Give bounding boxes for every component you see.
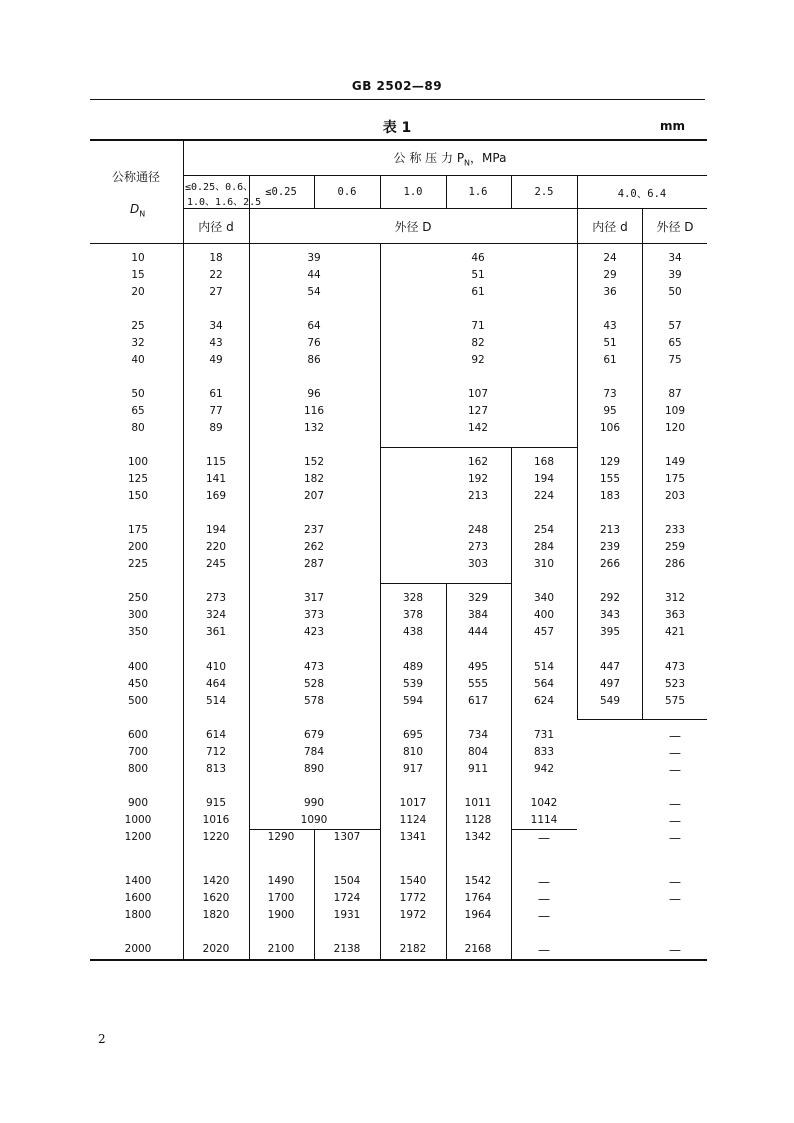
cell-dn: 1000 — [124, 814, 152, 826]
cell-d16: 1342 — [464, 831, 492, 843]
cell-d25: 194 — [533, 473, 555, 485]
cell-dn: 10 — [131, 252, 145, 264]
cell-d06: 1504 — [333, 875, 361, 887]
cell-d2: 106 — [599, 422, 621, 434]
cell-dn: 450 — [127, 678, 149, 690]
cell-d16: 1128 — [464, 814, 492, 826]
cell-d06: 1931 — [333, 909, 361, 921]
cell-d3: 259 — [664, 541, 686, 553]
cell-d: 514 — [205, 695, 227, 707]
cell-d3: 523 — [664, 678, 686, 690]
cell-d16: 804 — [467, 746, 489, 758]
cell-d10: 438 — [402, 626, 424, 638]
cell-d2: 213 — [599, 524, 621, 536]
cell-d2: 29 — [603, 269, 617, 281]
cell-d1: 317 — [303, 592, 325, 604]
cell-d2: 51 — [603, 337, 617, 349]
cell-d1: 152 — [303, 456, 325, 468]
header-pressure-40-64: 4.0、6.4 — [617, 188, 667, 200]
cell-d25: 310 — [533, 558, 555, 570]
cell-d16: 617 — [467, 695, 489, 707]
cell-d2: 248 — [467, 524, 489, 536]
cell-d2: 73 — [603, 388, 617, 400]
cell-d25: 224 — [533, 490, 555, 502]
cell-d: 464 — [205, 678, 227, 690]
cell-d: 245 — [205, 558, 227, 570]
cell-dn: 250 — [127, 592, 149, 604]
cell-d3: 75 — [668, 354, 682, 366]
cell-d: 361 — [205, 626, 227, 638]
cell-d10: 489 — [402, 661, 424, 673]
cell-dn: 125 — [127, 473, 149, 485]
header-pressure-25: 2.5 — [534, 186, 554, 198]
cell-d2: 129 — [599, 456, 621, 468]
cell-d3: — — [669, 746, 681, 760]
cell-d25: 624 — [533, 695, 555, 707]
cell-d10: 695 — [402, 729, 424, 741]
cell-d2: 239 — [599, 541, 621, 553]
cell-dn: 1600 — [124, 892, 152, 904]
cell-d2: 497 — [599, 678, 621, 690]
header-rule — [90, 99, 705, 100]
cell-dn: 2000 — [124, 943, 152, 955]
cell-d25: — — [538, 831, 550, 845]
cell-d3: 575 — [664, 695, 686, 707]
cell-d1: 132 — [303, 422, 325, 434]
cell-d1: 423 — [303, 626, 325, 638]
cell-d16: 329 — [467, 592, 489, 604]
cell-d3: 65 — [668, 337, 682, 349]
cell-d2: 192 — [467, 473, 489, 485]
cell-d: 2020 — [202, 943, 230, 955]
cell-d3: 120 — [664, 422, 686, 434]
standard-number: GB 2502—89 — [351, 79, 443, 93]
cell-d3: 363 — [664, 609, 686, 621]
nominal-diameter-symbol: $D_N$ — [130, 202, 146, 219]
cell-d2: 292 — [599, 592, 621, 604]
cell-dn: 1200 — [124, 831, 152, 843]
cell-dn: 25 — [131, 320, 145, 332]
cell-d10: 1124 — [399, 814, 427, 826]
cell-d: 89 — [209, 422, 223, 434]
cell-d25: — — [538, 892, 550, 906]
cell-d2: 24 — [603, 252, 617, 264]
cell-d1: 64 — [307, 320, 321, 332]
cell-d2: 82 — [471, 337, 485, 349]
cell-dn: 1400 — [124, 875, 152, 887]
header-pressure-06: 0.6 — [337, 186, 357, 198]
cell-d: 77 — [209, 405, 223, 417]
cell-d2: 92 — [471, 354, 485, 366]
cell-d06: 2138 — [333, 943, 361, 955]
cell-d1: 890 — [303, 763, 325, 775]
cell-d3: — — [669, 729, 681, 743]
cell-d06: 1724 — [333, 892, 361, 904]
cell-dn: 1800 — [124, 909, 152, 921]
cell-d10: 1341 — [399, 831, 427, 843]
cell-d: 115 — [205, 456, 227, 468]
cell-d25: 731 — [533, 729, 555, 741]
cell-d25: 400 — [533, 609, 555, 621]
inner-diameter-label: 内径 d — [198, 220, 234, 234]
cell-dn: 150 — [127, 490, 149, 502]
cell-d2: 303 — [467, 558, 489, 570]
cell-d16: 1964 — [464, 909, 492, 921]
cell-d25: 564 — [533, 678, 555, 690]
cell-d3: 149 — [664, 456, 686, 468]
cell-d025: 1290 — [267, 831, 295, 843]
cell-d16: 1542 — [464, 875, 492, 887]
cell-d025: 2100 — [267, 943, 295, 955]
cell-d2: 273 — [467, 541, 489, 553]
cell-d10: 1017 — [399, 797, 427, 809]
cell-d3: 286 — [664, 558, 686, 570]
cell-d10: 378 — [402, 609, 424, 621]
cell-d25: 942 — [533, 763, 555, 775]
cell-dn: 700 — [127, 746, 149, 758]
cell-d2: 155 — [599, 473, 621, 485]
cell-dn: 200 — [127, 541, 149, 553]
cell-d25: 340 — [533, 592, 555, 604]
cell-d: 22 — [209, 269, 223, 281]
cell-dn: 80 — [131, 422, 145, 434]
cell-d16: 384 — [467, 609, 489, 621]
cell-d1: 528 — [303, 678, 325, 690]
cell-d25: — — [538, 943, 550, 957]
cell-dn: 15 — [131, 269, 145, 281]
cell-d3: 473 — [664, 661, 686, 673]
cell-d25: 284 — [533, 541, 555, 553]
cell-d16: 1011 — [464, 797, 492, 809]
cell-d: 18 — [209, 252, 223, 264]
cell-d25: 514 — [533, 661, 555, 673]
cell-d10: 1772 — [399, 892, 427, 904]
cell-d2: 395 — [599, 626, 621, 638]
cell-d: 324 — [205, 609, 227, 621]
cell-d1: 373 — [303, 609, 325, 621]
cell-dn: 225 — [127, 558, 149, 570]
cell-d1: 86 — [307, 354, 321, 366]
cell-d: 1620 — [202, 892, 230, 904]
cell-d1: 116 — [303, 405, 325, 417]
cell-dn: 600 — [127, 729, 149, 741]
cell-d2: 95 — [603, 405, 617, 417]
cell-d1: 1090 — [300, 814, 328, 826]
cell-d: 410 — [205, 661, 227, 673]
cell-d16: 911 — [467, 763, 489, 775]
outer-diameter-label-high: 外径 D — [656, 220, 694, 234]
cell-d3: 203 — [664, 490, 686, 502]
cell-d3: 34 — [668, 252, 682, 264]
cell-d: 1420 — [202, 875, 230, 887]
cell-dn: 800 — [127, 763, 149, 775]
cell-d: 169 — [205, 490, 227, 502]
cell-dn: 350 — [127, 626, 149, 638]
cell-d1: 990 — [303, 797, 325, 809]
cell-d1: 784 — [303, 746, 325, 758]
cell-dn: 50 — [131, 388, 145, 400]
cell-d16: 555 — [467, 678, 489, 690]
cell-d: 1220 — [202, 831, 230, 843]
cell-d25: 1042 — [530, 797, 558, 809]
cell-d2: 266 — [599, 558, 621, 570]
cell-d3: 109 — [664, 405, 686, 417]
cell-d1: 39 — [307, 252, 321, 264]
header-pressure-10: 1.0 — [403, 186, 423, 198]
cell-d3: 50 — [668, 286, 682, 298]
table-title: 表 1 — [382, 120, 412, 136]
cell-d16: 495 — [467, 661, 489, 673]
cell-dn: 32 — [131, 337, 145, 349]
cell-d2: 36 — [603, 286, 617, 298]
cell-d2: 61 — [471, 286, 485, 298]
cell-d10: 328 — [402, 592, 424, 604]
cell-dn: 65 — [131, 405, 145, 417]
cell-d: 273 — [205, 592, 227, 604]
cell-d16: 734 — [467, 729, 489, 741]
cell-d1: 287 — [303, 558, 325, 570]
cell-d10: 1972 — [399, 909, 427, 921]
cell-d25: 1114 — [530, 814, 558, 826]
cell-d3: — — [669, 875, 681, 889]
cell-d2: 43 — [603, 320, 617, 332]
cell-d1: 44 — [307, 269, 321, 281]
cell-d10: 810 — [402, 746, 424, 758]
cell-dn: 400 — [127, 661, 149, 673]
inner-diameter-label-high: 内径 d — [592, 220, 628, 234]
cell-d: 27 — [209, 286, 223, 298]
cell-d025: 1490 — [267, 875, 295, 887]
cell-dn: 500 — [127, 695, 149, 707]
cell-dn: 300 — [127, 609, 149, 621]
cell-d3: 233 — [664, 524, 686, 536]
cell-d2: 447 — [599, 661, 621, 673]
cell-d2: 51 — [471, 269, 485, 281]
cell-d: 43 — [209, 337, 223, 349]
cell-d3: 57 — [668, 320, 682, 332]
cell-d25: 168 — [533, 456, 555, 468]
cell-d2: 162 — [467, 456, 489, 468]
cell-d2: 213 — [467, 490, 489, 502]
cell-d: 61 — [209, 388, 223, 400]
cell-d2: 183 — [599, 490, 621, 502]
cell-d: 34 — [209, 320, 223, 332]
cell-d2: 61 — [603, 354, 617, 366]
table-unit: mm — [660, 119, 686, 133]
cell-d1: 54 — [307, 286, 321, 298]
cell-d3: 39 — [668, 269, 682, 281]
cell-d10: 917 — [402, 763, 424, 775]
cell-d10: 1540 — [399, 875, 427, 887]
cell-d3: — — [669, 892, 681, 906]
cell-d: 1820 — [202, 909, 230, 921]
cell-d2: 46 — [471, 252, 485, 264]
cell-d1: 76 — [307, 337, 321, 349]
header-first-col-line1: ≤0.25、0.6、 — [185, 182, 254, 193]
cell-d3: 175 — [664, 473, 686, 485]
cell-d025: 1700 — [267, 892, 295, 904]
cell-dn: 40 — [131, 354, 145, 366]
cell-d3: — — [669, 831, 681, 845]
cell-d1: 679 — [303, 729, 325, 741]
cell-d: 915 — [205, 797, 227, 809]
cell-d: 712 — [205, 746, 227, 758]
cell-d1: 473 — [303, 661, 325, 673]
cell-d3: 312 — [664, 592, 686, 604]
cell-d1: 207 — [303, 490, 325, 502]
cell-d06: 1307 — [333, 831, 361, 843]
cell-d2: 549 — [599, 695, 621, 707]
cell-d25: — — [538, 875, 550, 889]
cell-d: 813 — [205, 763, 227, 775]
cell-d: 141 — [205, 473, 227, 485]
page-number: 2 — [98, 1032, 106, 1046]
cell-d1: 262 — [303, 541, 325, 553]
cell-d3: — — [669, 797, 681, 811]
cell-d1: 237 — [303, 524, 325, 536]
cell-d25: 254 — [533, 524, 555, 536]
cell-dn: 175 — [127, 524, 149, 536]
cell-d3: — — [669, 943, 681, 957]
cell-d3: 87 — [668, 388, 682, 400]
cell-d: 220 — [205, 541, 227, 553]
cell-dn: 100 — [127, 456, 149, 468]
cell-d2: 343 — [599, 609, 621, 621]
cell-d3: 421 — [664, 626, 686, 638]
cell-d2: 71 — [471, 320, 485, 332]
cell-d2: 107 — [467, 388, 489, 400]
nominal-diameter-label: 公称通径 — [112, 170, 161, 184]
cell-d16: 2168 — [464, 943, 492, 955]
cell-d1: 578 — [303, 695, 325, 707]
cell-d: 1016 — [202, 814, 230, 826]
cell-d25: 833 — [533, 746, 555, 758]
cell-d25: — — [538, 909, 550, 923]
cell-d: 49 — [209, 354, 223, 366]
header-pressure-16: 1.6 — [468, 186, 488, 198]
cell-d2: 127 — [467, 405, 489, 417]
cell-d3: — — [669, 814, 681, 828]
header-pressure-025: ≤0.25 — [265, 186, 297, 198]
cell-d16: 1764 — [464, 892, 492, 904]
cell-d: 194 — [205, 524, 227, 536]
cell-dn: 900 — [127, 797, 149, 809]
header-first-col-line2: 1.0、1.6、2.5 — [187, 197, 262, 208]
cell-d2: 142 — [467, 422, 489, 434]
cell-d10: 539 — [402, 678, 424, 690]
cell-d1: 96 — [307, 388, 321, 400]
cell-d3: — — [669, 763, 681, 777]
cell-d16: 444 — [467, 626, 489, 638]
cell-d25: 457 — [533, 626, 555, 638]
cell-d10: 2182 — [399, 943, 427, 955]
cell-d10: 594 — [402, 695, 424, 707]
cell-dn: 20 — [131, 286, 145, 298]
outer-diameter-label: 外径 D — [394, 220, 432, 234]
cell-d1: 182 — [303, 473, 325, 485]
nominal-pressure-label: 公 称 压 力 $P_N$，MPa — [393, 151, 507, 168]
cell-d025: 1900 — [267, 909, 295, 921]
cell-d: 614 — [205, 729, 227, 741]
